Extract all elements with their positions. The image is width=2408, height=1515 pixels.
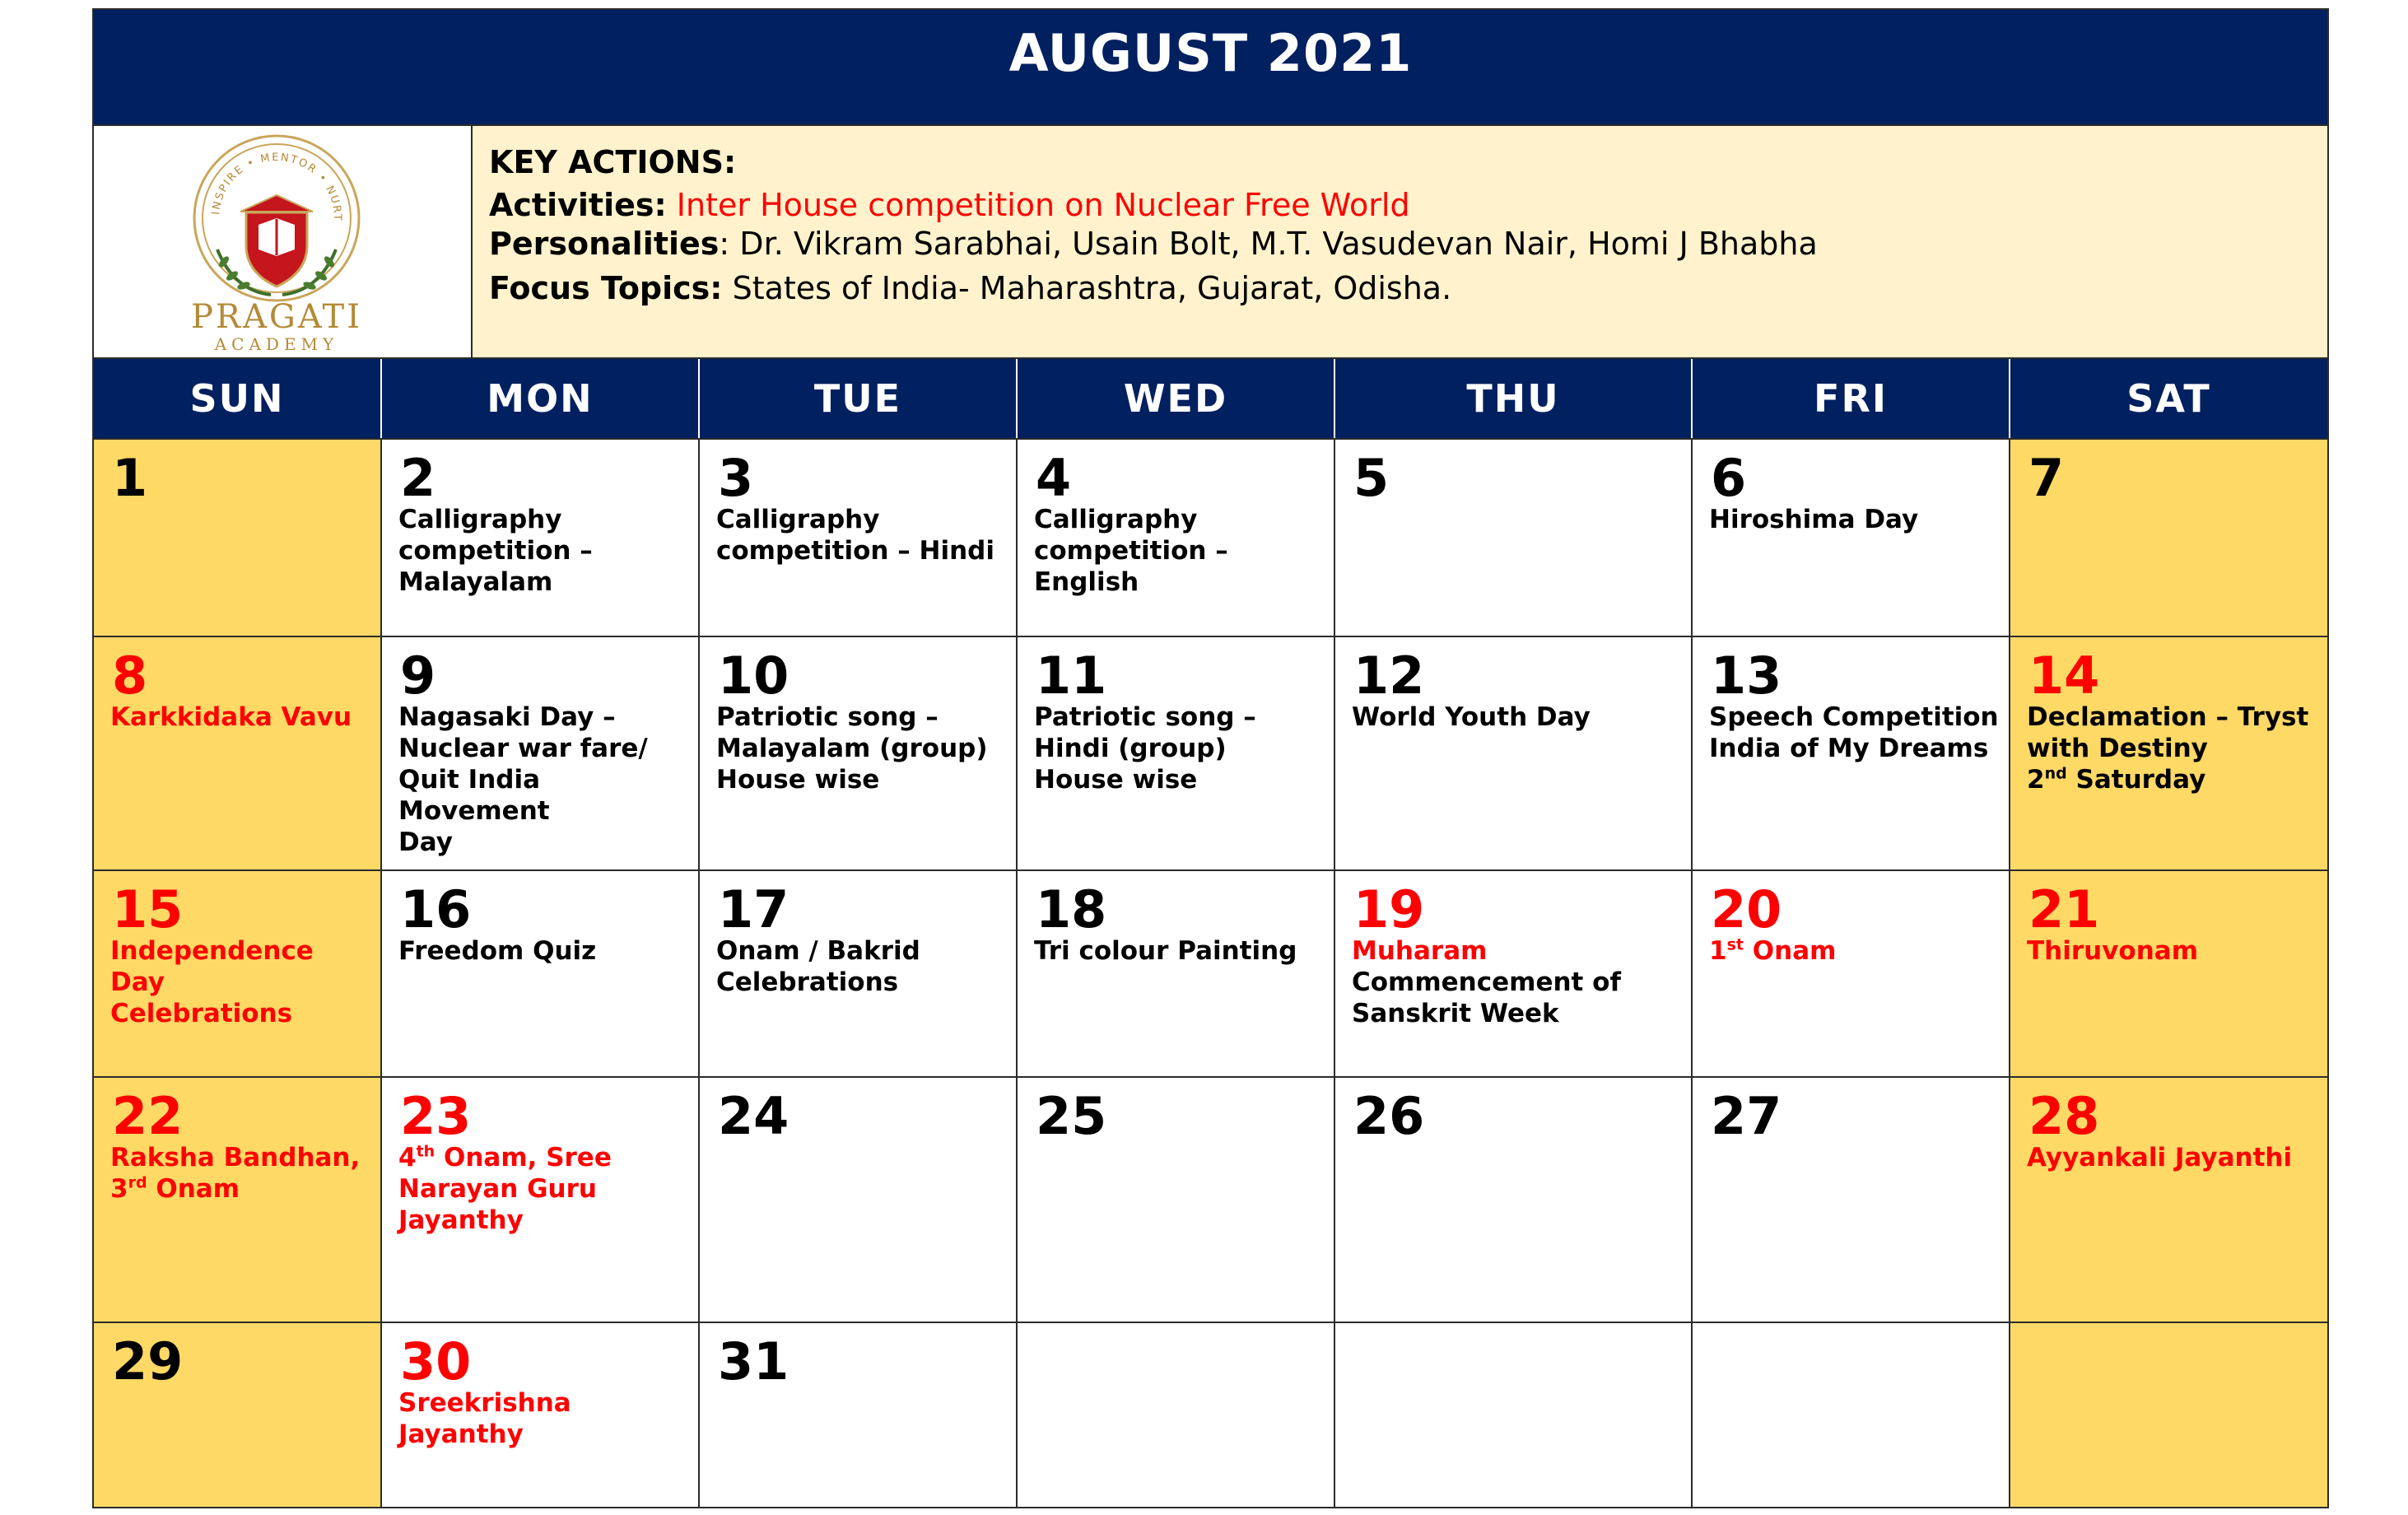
day-cell-1 [94, 440, 382, 637]
day-number: 12 [1353, 646, 1425, 706]
day-number: 19 [1353, 879, 1425, 939]
event-line: Onam / Bakrid [716, 936, 920, 966]
logo-sub: ACADEMY [214, 334, 339, 354]
event-line: Hiroshima Day [1709, 505, 1919, 534]
day-cell-31 [700, 1323, 1018, 1507]
day-number: 4 [1036, 448, 1072, 508]
weekday-header-mon: MON [382, 359, 700, 438]
personalities-label: Personalities [489, 226, 720, 262]
weekday-header-sat: SAT [2126, 376, 2211, 421]
day-cell-17 [700, 871, 1018, 1078]
day-events [398, 702, 688, 858]
event-line: Malayalam (group) [716, 734, 988, 763]
day-cell-14 [2010, 637, 2327, 871]
event-line: Day [398, 827, 453, 857]
day-cell-13 [1693, 637, 2010, 871]
personalities-value: : Dr. Vikram Sarabhai, Usain Bolt, M.T. Vasudevan Nair, Homi J Bhabha [719, 226, 1818, 262]
logo-cell [94, 126, 473, 357]
logo-motto: INSPIRE • MENTOR • NURT [210, 151, 344, 222]
focus-line [489, 270, 1451, 306]
event-line: Celebrations [110, 999, 293, 1028]
event-line: Raksha Bandhan, [110, 1143, 361, 1172]
calendar [92, 8, 2329, 1508]
day-events [1709, 935, 1999, 967]
event-line: Muharam [1352, 936, 1488, 966]
day-events [110, 1142, 370, 1205]
day-number: 27 [1711, 1086, 1782, 1146]
day-number: 24 [718, 1086, 789, 1146]
event-line: Nagasaki Day – [398, 702, 616, 732]
event-line: 3rd Onam [110, 1173, 240, 1204]
focus-value: States of India- Maharashtra, Gujarat, Odisha. [722, 270, 1452, 306]
day-events [2027, 1142, 2317, 1173]
event-line: Calligraphy [1034, 505, 1198, 534]
weekday-header-tue: TUE [700, 359, 1018, 438]
day-cell-8 [94, 637, 382, 871]
day-number: 31 [718, 1331, 789, 1391]
day-number: 5 [1353, 448, 1390, 508]
event-line: Speech Competition [1709, 702, 1999, 732]
key-actions-panel [473, 126, 2327, 357]
event-line: Malayalam [398, 567, 553, 597]
empty-day-cell [1335, 1323, 1693, 1507]
weekday-header-wed: WED [1018, 359, 1335, 438]
event-line: Patriotic song – [1034, 702, 1256, 732]
day-cell-7 [2010, 440, 2327, 637]
day-cell-6 [1693, 440, 2010, 637]
day-cell-20 [1693, 871, 2010, 1078]
day-cell-19 [1335, 871, 1693, 1078]
day-cell-25 [1018, 1078, 1335, 1323]
day-events [716, 504, 1006, 566]
event-line: Celebrations [716, 967, 899, 997]
event-line: Patriotic song – [716, 702, 939, 732]
day-number: 29 [112, 1331, 184, 1391]
event-line: Hindi (group) [1034, 734, 1227, 763]
event-line: Declamation – Tryst [2027, 702, 2309, 732]
event-line: House wise [716, 765, 880, 795]
day-cell-23 [382, 1078, 700, 1323]
event-line: 4th Onam, Sree [398, 1142, 612, 1172]
logo-name: PRAGATI [190, 298, 363, 336]
activities-line [489, 187, 1410, 223]
event-line: World Youth Day [1352, 702, 1591, 732]
event-line: Commencement of [1352, 967, 1621, 997]
event-line: Calligraphy [398, 505, 562, 534]
day-number: 13 [1711, 646, 1782, 706]
empty-day-cell [1693, 1323, 2010, 1507]
event-line: Independence Day [110, 936, 314, 997]
day-cell-29 [94, 1323, 382, 1507]
personalities-line [489, 226, 1818, 262]
day-number: 25 [1036, 1086, 1107, 1146]
day-events [1034, 504, 1324, 598]
event-line: Narayan Guru [398, 1174, 597, 1204]
event-line: Thiruvonam [2027, 936, 2198, 966]
day-number: 7 [2028, 448, 2065, 508]
day-number: 22 [112, 1086, 184, 1146]
event-line: India of My Dreams [1709, 734, 1989, 763]
day-cell-4 [1018, 440, 1335, 637]
title-bar [94, 10, 2327, 126]
pragati-academy-logo [94, 126, 469, 357]
day-events [2027, 702, 2317, 795]
day-events [398, 1142, 688, 1236]
event-line: Karkkidaka Vavu [110, 702, 352, 732]
day-cell-27 [1693, 1078, 2010, 1323]
day-events [716, 702, 1006, 795]
day-cell-12 [1335, 637, 1693, 871]
day-cell-11 [1018, 637, 1335, 871]
day-cell-3 [700, 440, 1018, 637]
day-number: 17 [718, 879, 789, 939]
event-line: competition – Hindi [716, 536, 994, 566]
day-number: 28 [2028, 1086, 2100, 1146]
day-number: 3 [718, 448, 754, 508]
event-line: Quit India Movement [398, 765, 550, 826]
event-line: 1st Onam [1709, 935, 1837, 966]
day-events [1352, 702, 1681, 733]
focus-label: Focus Topics: [489, 270, 723, 306]
weekday-header-fri: FRI [1693, 359, 2010, 438]
info-row [94, 126, 2327, 359]
day-number: 20 [1711, 879, 1782, 939]
day-events [1034, 702, 1324, 795]
day-cell-28 [2010, 1078, 2327, 1323]
day-events [1709, 702, 1999, 764]
event-line: Freedom Quiz [398, 936, 597, 966]
day-number: 21 [2028, 879, 2100, 939]
day-events [110, 935, 370, 1029]
weekday-header-thu: THU [1335, 359, 1693, 438]
event-line: Jayanthy [398, 1419, 524, 1449]
event-line: House wise [1034, 765, 1198, 795]
day-number: 10 [718, 646, 789, 706]
day-cell-18 [1018, 871, 1335, 1078]
day-number: 15 [112, 879, 184, 939]
key-actions-heading: KEY ACTIONS: [489, 144, 737, 180]
event-line: competition – [1034, 536, 1228, 566]
day-number: 2 [400, 448, 436, 508]
day-number: 23 [400, 1086, 472, 1146]
day-number: 16 [400, 879, 472, 939]
day-number: 1 [112, 448, 148, 508]
event-line: Tri colour Painting [1034, 936, 1297, 966]
event-line: competition – [398, 536, 593, 566]
day-cell-16 [382, 871, 700, 1078]
event-line: Nuclear war fare/ [398, 734, 648, 763]
day-number: 14 [2028, 646, 2100, 706]
day-number: 6 [1711, 448, 1747, 508]
day-number: 9 [400, 646, 436, 706]
day-number: 30 [400, 1331, 472, 1391]
day-events [1709, 504, 1999, 535]
event-line: Ayyankali Jayanthi [2027, 1143, 2293, 1172]
day-events [1034, 935, 1324, 967]
day-events [110, 702, 370, 733]
weekday-header-row [94, 359, 2327, 440]
day-events [1352, 935, 1681, 1029]
day-number: 26 [1353, 1086, 1425, 1146]
page-title: AUGUST 2021 [1008, 23, 1413, 83]
day-cell-5 [1335, 440, 1693, 637]
day-cell-22 [94, 1078, 382, 1323]
day-events [2027, 935, 2317, 967]
day-events [716, 935, 1006, 998]
event-line: Calligraphy [716, 505, 880, 534]
day-number: 18 [1036, 879, 1107, 939]
empty-day-cell [1018, 1323, 1335, 1507]
day-cell-26 [1335, 1078, 1693, 1323]
event-line: Sreekrishna [398, 1388, 571, 1418]
day-cell-9 [382, 637, 700, 871]
day-number: 8 [112, 646, 148, 706]
day-events [398, 1387, 688, 1450]
event-line: 2nd Saturday [2027, 764, 2206, 795]
empty-day-cell [2010, 1323, 2327, 1507]
activities-value: Inter House competition on Nuclear Free World [676, 187, 1410, 223]
day-cell-21 [2010, 871, 2327, 1078]
event-line: Jayanthy [398, 1205, 524, 1235]
event-line: with Destiny [2027, 734, 2208, 763]
day-cell-2 [382, 440, 700, 637]
day-events [398, 935, 688, 967]
activities-label: Activities: [489, 187, 667, 223]
event-line: Sanskrit Week [1352, 999, 1559, 1028]
day-cell-30 [382, 1323, 700, 1507]
weekday-header-sun: SUN [94, 359, 382, 438]
day-cell-15 [94, 871, 382, 1078]
day-events [398, 504, 688, 598]
day-number: 11 [1036, 646, 1107, 706]
event-line: English [1034, 567, 1139, 597]
day-cell-24 [700, 1078, 1018, 1323]
day-cell-10 [700, 637, 1018, 871]
